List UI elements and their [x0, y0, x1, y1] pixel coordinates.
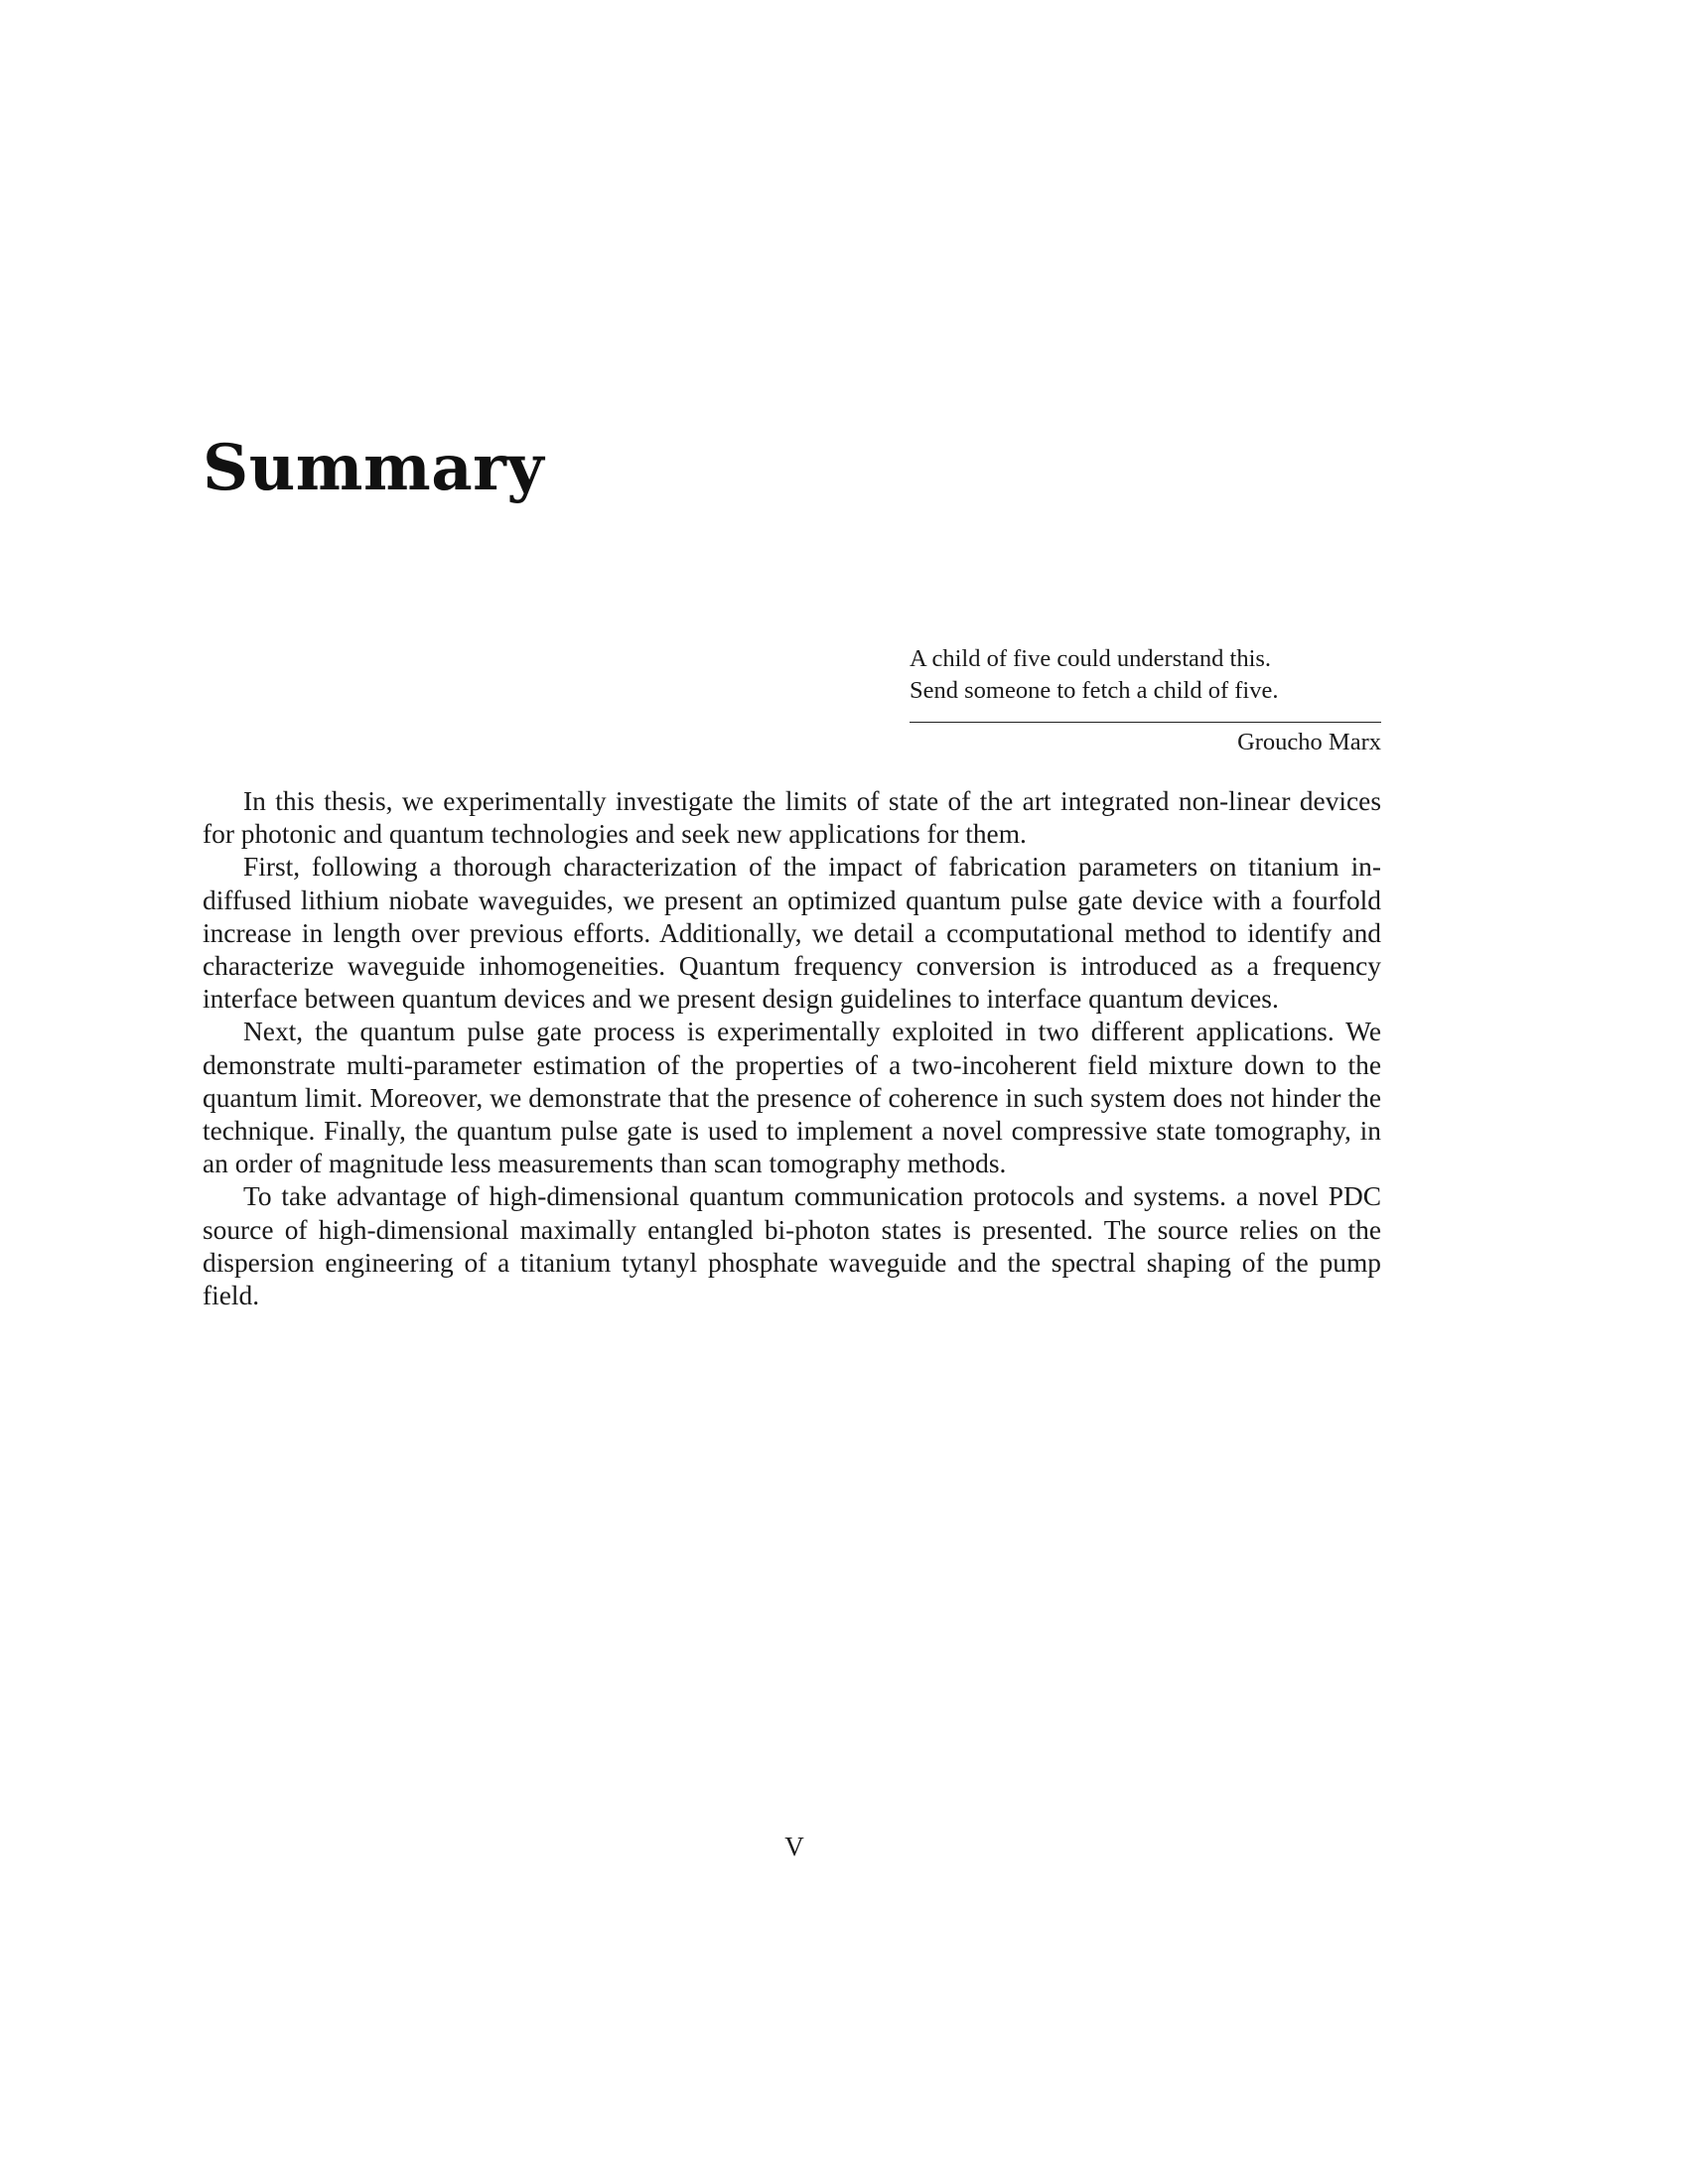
epigraph: [910, 643, 1381, 758]
epigraph-line-2: Send someone to fetch a child of five.: [910, 677, 1279, 704]
summary-paragraph-4: To take advantage of high-dimensional quantum communication protocols and systems. a novel PDC source of high-dimensional maximally entangled bi-photon states is presented. The source relies on the dispersion engineering of a titanium tytanyl phosphate waveguide and the spectral shaping of the pump field.: [203, 1181, 1381, 1311]
page-number: V: [784, 1832, 804, 1861]
summary-body: [203, 785, 1381, 1312]
chapter-title: Summary: [203, 431, 545, 505]
summary-paragraph-3: Next, the quantum pulse gate process is experimentally exploited in two different applications. We demonstrate multi-parameter estimation of the properties of a two-incoherent field mixture down to the quantum limit. Moreover, we demonstrate that the presence of coherence in such system does not hinder the technique. Finally, the quantum pulse gate is used to implement a novel compressive state tomography, in an order of magnitude less measurements than scan tomography methods.: [203, 1017, 1381, 1179]
epigraph-divider: [910, 722, 1381, 723]
epigraph-author: Groucho Marx: [1237, 729, 1381, 755]
epigraph-line-1: A child of five could understand this.: [910, 645, 1272, 672]
summary-paragraph-2: First, following a thorough characterization of the impact of fabrication parameters on titanium in-diffused lithium niobate waveguides, we present an optimized quantum pulse gate device with a fourfold increase in length over previous efforts. Additionally, we detail a ccomputational method to identify and characterize waveguide inhomogeneities. Quantum frequency conversion is introduced as a frequency interface between quantum devices and we present design guidelines to interface quantum devices.: [203, 852, 1381, 1015]
summary-paragraph-1: In this thesis, we experimentally investigate the limits of state of the art integrated non-linear devices for photonic and quantum technologies and seek new applications for them.: [203, 786, 1381, 850]
